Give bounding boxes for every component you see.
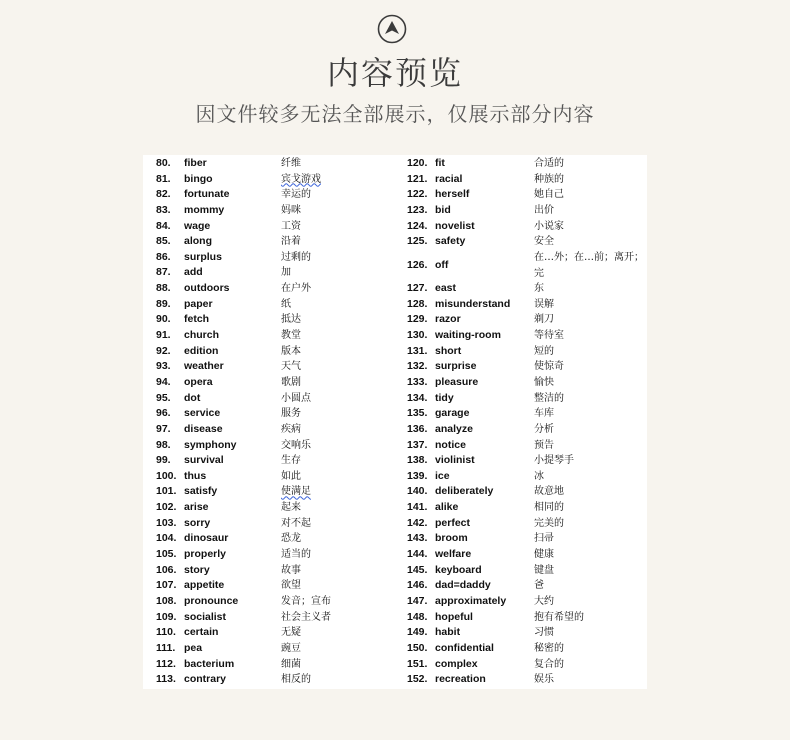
vocab-number: 132. [407, 360, 428, 373]
vocab-row [407, 406, 647, 422]
vocab-word: keyboard [435, 563, 482, 576]
vocab-number: 136. [407, 422, 428, 435]
vocab-word: approximately [435, 594, 507, 607]
document-preview [143, 155, 647, 689]
vocab-translation: 加 [281, 267, 291, 279]
vocab-word: add [184, 266, 203, 279]
vocab-number: 145. [407, 563, 428, 576]
vocab-translation: 工资 [281, 220, 301, 232]
vocab-row [407, 234, 647, 250]
vocab-word: symphony [184, 438, 237, 451]
vocab-row [407, 625, 647, 641]
vocab-number: 146. [407, 579, 428, 592]
vocab-row [407, 203, 647, 219]
vocab-translation: 合适的 [534, 158, 564, 169]
vocab-row [407, 484, 647, 500]
vocab-word: opera [184, 375, 213, 388]
vocab-word: east [435, 282, 457, 295]
vocab-row [156, 250, 386, 266]
vocab-word: bingo [184, 172, 213, 185]
vocab-number: 99. [156, 454, 171, 467]
vocab-word: bid [435, 203, 451, 216]
vocab-translation: 出价 [534, 204, 554, 216]
vocab-word: fit [435, 157, 445, 169]
vocab-translation: 恐龙 [281, 533, 301, 545]
vocab-word: pea [184, 641, 203, 654]
vocab-row [156, 578, 386, 594]
vocab-translation: 完美的 [534, 517, 564, 529]
vocab-row [156, 406, 386, 422]
vocab-translation: 预告 [534, 439, 554, 451]
vocab-word: ice [435, 469, 450, 482]
vocab-number: 81. [156, 172, 171, 185]
vocab-word: garage [435, 407, 470, 420]
vocab-translation: 习惯 [534, 627, 554, 639]
vocab-number: 85. [156, 235, 171, 248]
vocab-word: confidential [435, 641, 494, 654]
vocab-word: fortunate [184, 188, 230, 201]
vocab-row [407, 469, 647, 485]
vocab-translation: 纸 [281, 298, 291, 310]
vocab-number: 134. [407, 391, 428, 404]
vocab-translation: 种族的 [534, 173, 564, 185]
vocab-translation: 整洁的 [534, 392, 564, 404]
vocab-number: 142. [407, 516, 428, 529]
vocab-translation: 爸 [534, 580, 544, 592]
vocab-word: properly [184, 548, 227, 561]
vocab-translation: 剃刀 [534, 314, 554, 326]
vocab-translation: 东 [534, 283, 544, 295]
vocab-row [407, 187, 647, 203]
vocab-number: 143. [407, 532, 428, 545]
vocab-translation: 故事 [281, 564, 301, 576]
vocab-word: hopeful [435, 610, 473, 623]
vocab-number: 98. [156, 438, 171, 451]
vocab-row [156, 516, 386, 532]
vocab-number: 121. [407, 172, 428, 185]
vocab-translation: 沿着 [281, 236, 301, 248]
vocab-translation: 健康 [534, 549, 554, 561]
vocab-number: 90. [156, 313, 171, 326]
vocab-word: contrary [184, 673, 227, 686]
vocab-translation: 冰 [534, 470, 544, 482]
vocab-row [156, 375, 386, 391]
vocab-translation: 起来 [281, 502, 301, 514]
vocab-row [407, 641, 647, 657]
vocab-number: 93. [156, 360, 171, 373]
vocab-row [156, 344, 386, 360]
vocab-row [156, 297, 386, 313]
vocab-translation: 相同的 [534, 502, 564, 514]
vocab-translation: 复合的 [534, 658, 564, 670]
vocab-number: 111. [156, 641, 176, 654]
vocab-number: 82. [156, 188, 171, 201]
vocab-translation: 抱有希望的 [534, 611, 584, 623]
vocab-number: 112. [156, 657, 176, 670]
vocab-row [156, 610, 386, 626]
vocab-translation: 细菌 [281, 658, 301, 670]
vocab-number: 125. [407, 235, 428, 248]
vocab-word: tidy [435, 391, 454, 404]
vocab-word: off [435, 258, 449, 271]
vocab-row [407, 578, 647, 594]
vocab-row [407, 375, 647, 391]
vocab-row [407, 531, 647, 547]
vocab-row [407, 438, 647, 454]
vocab-translation: 扫帚 [534, 533, 554, 545]
vocab-column-left [156, 156, 386, 688]
vocab-number: 100. [156, 469, 177, 482]
vocab-word: fetch [184, 313, 210, 326]
vocab-row [407, 672, 647, 688]
vocab-number: 89. [156, 297, 171, 310]
vocab-number: 96. [156, 407, 171, 420]
vocab-row [407, 156, 647, 172]
vocab-translation: 歌剧 [281, 376, 301, 388]
vocab-row [156, 312, 386, 328]
vocab-translation: 愉快 [534, 376, 554, 388]
vocab-row [156, 281, 386, 297]
vocab-number: 109. [156, 610, 177, 623]
vocab-row [156, 438, 386, 454]
vocab-translation: 发音；宣布 [281, 595, 331, 607]
vocab-translation: 秘密的 [534, 642, 564, 654]
vocab-number: 91. [156, 329, 171, 342]
vocab-word: survival [184, 454, 224, 467]
vocab-translation: 版本 [281, 345, 301, 357]
vocab-number: 84. [156, 219, 171, 232]
vocab-column-right [407, 156, 647, 688]
vocab-number: 110. [156, 626, 176, 639]
vocab-row [407, 391, 647, 407]
vocab-word: broom [435, 532, 468, 545]
vocab-word: analyze [435, 422, 473, 435]
vocab-translation: 交响乐 [281, 439, 311, 451]
vocab-word: along [184, 235, 212, 248]
vocab-number: 127. [407, 282, 428, 295]
vocab-word: novelist [435, 219, 475, 232]
vocab-translation: 疾病 [281, 423, 301, 435]
vocab-word: pronounce [184, 594, 239, 607]
vocab-row [156, 156, 386, 172]
vocab-translation: 对不起 [281, 517, 311, 529]
vocab-row [407, 610, 647, 626]
vocab-translation: 娱乐 [534, 674, 554, 686]
vocab-word: pleasure [435, 375, 479, 388]
vocab-word: surplus [184, 250, 222, 263]
vocab-number: 138. [407, 454, 428, 467]
vocab-row [407, 359, 647, 375]
vocab-row [407, 563, 647, 579]
vocab-word: alike [435, 501, 459, 514]
vocab-word: edition [184, 344, 219, 357]
vocab-word: notice [435, 438, 466, 451]
vocab-row [407, 250, 647, 281]
vocab-word: complex [435, 657, 478, 670]
vocab-word: safety [435, 235, 466, 248]
vocab-number: 128. [407, 297, 428, 310]
vocab-number: 137. [407, 438, 428, 451]
vocab-number: 152. [407, 673, 428, 686]
vocab-row [407, 172, 647, 188]
vocab-number: 141. [407, 501, 428, 514]
vocab-word: dot [184, 391, 201, 404]
vocab-row [156, 641, 386, 657]
vocab-translation: 键盘 [534, 564, 554, 576]
vocab-translation: 妈咪 [281, 204, 301, 216]
vocab-word: habit [435, 626, 461, 639]
vocab-number: 131. [407, 344, 428, 357]
vocab-translation: 小说家 [534, 220, 564, 232]
vocab-number: 148. [407, 610, 428, 623]
vocab-translation: 在户外 [281, 283, 311, 295]
vocab-row [156, 484, 386, 500]
vocab-word: sorry [184, 516, 211, 529]
vocab-number: 80. [156, 157, 171, 169]
vocab-number: 113. [156, 673, 176, 686]
vocab-number: 94. [156, 375, 171, 388]
vocab-translation: 适当的 [281, 549, 311, 561]
vocab-number: 105. [156, 548, 177, 561]
vocab-word: thus [184, 469, 207, 482]
vocab-translation: 教堂 [281, 330, 301, 342]
vocab-row [407, 516, 647, 532]
vocab-word: deliberately [435, 485, 494, 498]
vocab-translation: 豌豆 [281, 642, 301, 654]
vocab-translation: 分析 [534, 423, 554, 435]
vocab-number: 83. [156, 203, 171, 216]
vocab-row [156, 547, 386, 563]
vocab-translation: 使惊奇 [534, 361, 564, 373]
vocab-row [156, 422, 386, 438]
vocab-translation: 生存 [281, 455, 301, 467]
vocab-word: short [435, 344, 462, 357]
vocab-translation: 如此 [281, 470, 301, 482]
vocab-translation: 她自己 [534, 189, 564, 201]
vocab-translation: 欲望 [281, 580, 301, 592]
vocab-number: 88. [156, 282, 171, 295]
vocab-row [156, 625, 386, 641]
vocab-row [156, 328, 386, 344]
vocab-word: appetite [184, 579, 225, 592]
vocab-word: socialist [184, 610, 227, 623]
vocab-row [156, 594, 386, 610]
vocab-word: wage [184, 219, 211, 232]
vocab-number: 104. [156, 532, 177, 545]
vocab-translation: 大约 [534, 595, 554, 607]
vocab-word: service [184, 407, 221, 420]
vocab-word: satisfy [184, 485, 218, 498]
vocab-row [407, 657, 647, 673]
vocab-row [156, 531, 386, 547]
vocab-translation: 误解 [534, 298, 554, 310]
vocab-row [156, 234, 386, 250]
vocab-word: recreation [435, 673, 486, 686]
vocab-word: story [184, 563, 210, 576]
vocab-word: fiber [184, 157, 207, 169]
vocab-number: 151. [407, 657, 428, 670]
vocab-row [407, 281, 647, 297]
vocab-word: mommy [184, 203, 225, 216]
vocab-translation: 纤维 [281, 158, 301, 169]
vocab-word: church [184, 329, 220, 342]
vocab-number: 120. [407, 157, 428, 169]
vocab-row [156, 359, 386, 375]
vocab-word: certain [184, 626, 219, 639]
vocab-translation: 在…外；在…前；离开；完 [534, 251, 644, 279]
vocab-word: razor [435, 313, 461, 326]
vocab-number: 147. [407, 594, 428, 607]
vocab-translation: 幸运的 [281, 189, 311, 201]
vocab-row [407, 422, 647, 438]
vocab-number: 107. [156, 579, 177, 592]
vocab-word: disease [184, 422, 223, 435]
vocab-translation: 相反的 [281, 674, 311, 686]
vocab-number: 126. [407, 258, 428, 271]
vocab-row [156, 391, 386, 407]
vocab-number: 139. [407, 469, 428, 482]
vocab-number: 150. [407, 641, 428, 654]
vocab-word: arise [184, 501, 209, 514]
vocab-row [407, 219, 647, 235]
vocab-number: 135. [407, 407, 428, 420]
vocab-translation: 安全 [534, 236, 554, 248]
vocab-word: racial [435, 172, 463, 185]
vocab-number: 144. [407, 548, 428, 561]
page-title: 内容预览 [326, 54, 463, 92]
vocab-number: 133. [407, 375, 428, 388]
vocab-word: outdoors [184, 282, 230, 295]
vocab-number: 123. [407, 203, 428, 216]
vocab-word: herself [435, 188, 470, 201]
vocab-row [156, 187, 386, 203]
vocab-row [407, 297, 647, 313]
vocab-word: surprise [435, 360, 477, 373]
vocab-word: dinosaur [184, 532, 229, 545]
vocab-row [156, 219, 386, 235]
vocab-word: paper [184, 297, 213, 310]
vocab-number: 101. [156, 485, 177, 498]
vocab-number: 95. [156, 391, 171, 404]
vocab-translation: 社会主义者 [281, 611, 331, 623]
vocab-row [156, 172, 386, 188]
vocab-translation: 车库 [534, 408, 554, 420]
up-arrow-circle-icon[interactable] [377, 14, 407, 44]
vocab-row [407, 547, 647, 563]
vocab-translation: 使满足 [281, 486, 311, 498]
vocab-number: 122. [407, 188, 428, 201]
page-subtitle: 因文件较多无法全部展示，仅展示部分内容 [195, 102, 595, 126]
vocab-translation: 短的 [534, 345, 554, 357]
vocab-translation: 故意地 [534, 486, 564, 498]
vocab-row [407, 344, 647, 360]
vocab-word: misunderstand [435, 297, 511, 310]
vocab-word: violinist [435, 454, 475, 467]
vocab-translation: 抵达 [281, 314, 301, 326]
vocab-word: perfect [435, 516, 471, 529]
vocab-number: 106. [156, 563, 177, 576]
preview-header [0, 0, 790, 150]
vocab-translation: 等待室 [534, 330, 564, 342]
vocab-row [156, 469, 386, 485]
vocab-row [156, 453, 386, 469]
vocab-translation: 服务 [281, 408, 301, 420]
vocab-number: 102. [156, 501, 177, 514]
vocab-number: 87. [156, 266, 171, 279]
vocab-number: 108. [156, 594, 177, 607]
vocab-row [156, 203, 386, 219]
vocab-number: 86. [156, 250, 171, 263]
vocab-row [407, 594, 647, 610]
vocab-translation: 宾戈游戏 [281, 173, 321, 185]
vocab-row [156, 265, 386, 281]
vocab-row [407, 500, 647, 516]
vocab-row [156, 500, 386, 516]
vocab-number: 97. [156, 422, 171, 435]
vocab-word: waiting-room [435, 329, 501, 342]
vocab-number: 149. [407, 626, 428, 639]
vocab-translation: 天气 [281, 361, 301, 373]
vocab-word: weather [184, 360, 224, 373]
vocab-row [156, 672, 386, 688]
vocab-number: 130. [407, 329, 428, 342]
vocab-number: 103. [156, 516, 177, 529]
vocab-translation: 过剩的 [281, 251, 311, 263]
vocab-row [407, 328, 647, 344]
vocab-translation: 小圆点 [281, 392, 311, 404]
vocab-row [407, 453, 647, 469]
vocab-translation: 无疑 [281, 627, 301, 639]
vocab-row [156, 563, 386, 579]
vocab-row [156, 657, 386, 673]
vocab-word: welfare [435, 548, 472, 561]
vocab-translation: 小提琴手 [534, 455, 574, 467]
vocab-number: 124. [407, 219, 428, 232]
vocab-number: 92. [156, 344, 171, 357]
vocab-word: dad=daddy [435, 579, 491, 592]
vocab-word: bacterium [184, 657, 235, 670]
vocab-number: 140. [407, 485, 428, 498]
vocab-number: 129. [407, 313, 428, 326]
vocab-row [407, 312, 647, 328]
